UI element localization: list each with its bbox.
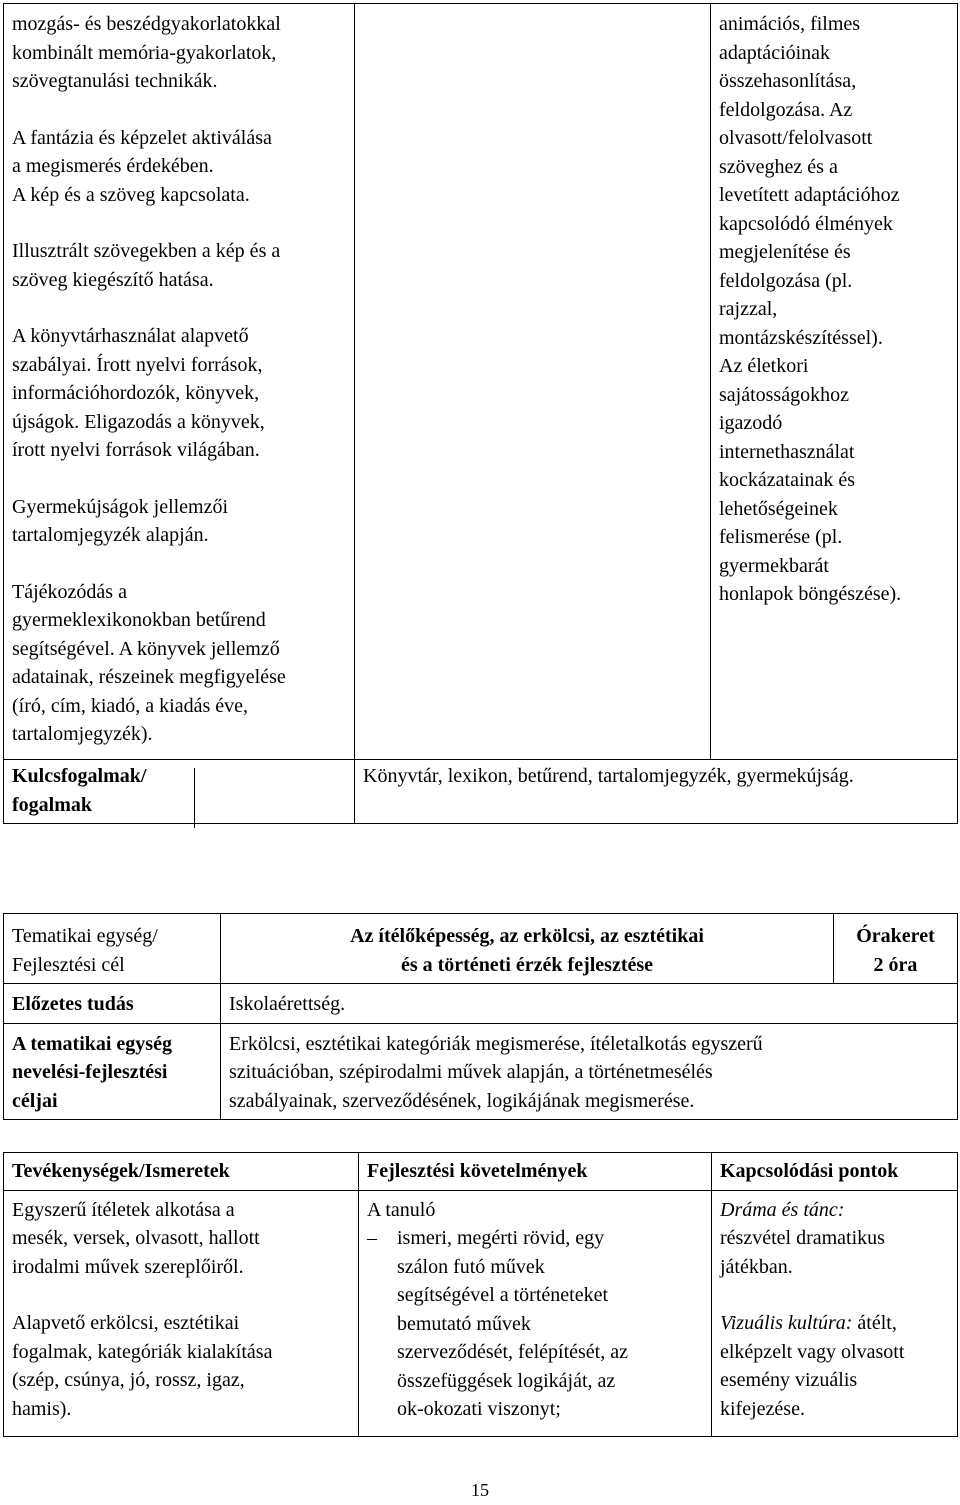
unit-label-cell bbox=[4, 914, 221, 984]
connections-text: animációs, filmes adaptációinak összehasonlítása, feldolgozása. Az olvasott/felolvasott szöveghez és a levetített adaptációhoz kapcsolódó élmények megjelenítése és feldolgozása (pl. rajzzal, montázskészítéssel). Az életkori sajátosságokhoz igazodó internethasználat kockázatainak és lehetőségeinek felismerése (pl. gyermekbarát honlapok böngészése). bbox=[719, 13, 902, 605]
drama-label: Dráma és tánc: bbox=[720, 1198, 845, 1221]
requirement-text: ismeri, megérti rövid, egy szálon futó művek segítségével a történeteket bemutató művek szerveződését, felépítését, az összefüggések logikáját, az ok-okozati viszonyt; bbox=[397, 1227, 628, 1420]
prior-knowledge-value: Iskolaérettség. bbox=[229, 993, 346, 1015]
paragraph-imagination: A fantázia és képzelet aktiválása a megismerés érdekében. A kép és a szöveg kapcsolata. bbox=[12, 126, 272, 206]
unit-goals-label: A tematikai egység nevelési-fejlesztési céljai bbox=[12, 1032, 172, 1112]
drama-text: részvétel dramatikus játékban. bbox=[720, 1227, 885, 1278]
paragraph-library-usage: A könyvtárhasználat alapvető szabályai. Írott nyelvi források, információhordozók, könyvek, újságok. Eligazodás a könyvek, írott nyelvi források világában. bbox=[12, 325, 265, 461]
activities-requirements-table bbox=[3, 1152, 958, 1437]
paragraph-memory-techniques: mozgás- és beszédgyakorlatokkal kombinált memória-gyakorlatok, szövegtanulási technikák. bbox=[12, 13, 281, 92]
key-concepts-value-cell bbox=[355, 760, 958, 824]
unit-goals-row bbox=[4, 1023, 958, 1120]
prior-knowledge-value-cell bbox=[221, 984, 958, 1024]
unit-goals-value: Erkölcsi, esztétikai kategóriák megismerése, ítéletalkotás egyszerű szituációban, szépirodalmi művek alapján, a történetmesélés szabályainak, szerveződésének, logikájának megismerése. bbox=[229, 1032, 763, 1112]
paragraph-illustrated-texts: Illusztrált szövegekben a kép és a szöveg kiegészítő hatása. bbox=[12, 240, 281, 291]
connections-cell bbox=[712, 1190, 958, 1436]
header-connections: Kapcsolódási pontok bbox=[712, 1153, 958, 1191]
prior-knowledge-label: Előzetes tudás bbox=[12, 993, 134, 1015]
visual-text: átélt, elképzelt vagy olvasott esemény vizuális kifejezése. bbox=[720, 1312, 905, 1420]
header-requirements: Fejlesztési követelmények bbox=[359, 1153, 712, 1191]
activity-moral-aesthetic: Alapvető erkölcsi, esztétikai fogalmak, kategóriák kialakítása (szép, csúnya, jó, rossz, igaz, hamis). bbox=[12, 1312, 273, 1420]
requirements-intro: A tanuló bbox=[367, 1198, 436, 1221]
key-concepts-value: Könyvtár, lexikon, betűrend, tartalomjegyzék, gyermekújság. bbox=[363, 765, 854, 787]
activities-cell bbox=[4, 4, 355, 760]
requirements-cell bbox=[359, 1190, 712, 1436]
paragraph-lexicon-orientation: Tájékozódás a gyermeklexikonokban betűrend segítségével. A könyvek jellemző adatainak, részeinek megfigyelése (író, cím, kiadó, a kiadás éve, tartalomjegyzék). bbox=[12, 580, 286, 745]
dash-marker: – bbox=[367, 1227, 377, 1249]
content-row bbox=[4, 1190, 958, 1436]
thematic-unit-table bbox=[3, 913, 958, 1120]
header-activities: Tevékenységek/Ismeretek bbox=[4, 1153, 359, 1191]
hours-label: Órakeret 2 óra bbox=[856, 925, 935, 976]
key-label-divider bbox=[3, 768, 195, 828]
header-row bbox=[4, 1153, 958, 1191]
visual-label: Vizuális kultúra: bbox=[720, 1312, 853, 1334]
connection-drama bbox=[720, 1196, 949, 1282]
activities-cell bbox=[4, 1190, 359, 1436]
connection-visual bbox=[720, 1309, 949, 1423]
unit-title: Az ítélőképesség, az erkölcsi, az esztétikai és a történeti érzék fejlesztése bbox=[350, 925, 704, 976]
hours-cell bbox=[834, 914, 958, 984]
unit-goals-value-cell bbox=[221, 1023, 958, 1120]
connections-cell bbox=[711, 4, 958, 760]
curriculum-table-continued bbox=[3, 3, 958, 824]
key-concepts-label: Kulcsfogalmak/ fogalmak bbox=[12, 765, 147, 816]
unit-label: Tematikai egység/ Fejlesztési cél bbox=[12, 925, 158, 976]
requirements-cell-empty bbox=[355, 4, 711, 760]
activity-judgements: Egyszerű ítéletek alkotása a mesék, versek, olvasott, hallott irodalmi művek szereplőiről. bbox=[12, 1198, 260, 1278]
prior-knowledge-label-cell bbox=[4, 984, 221, 1024]
unit-title-row bbox=[4, 914, 958, 984]
prior-knowledge-row bbox=[4, 984, 958, 1024]
unit-title-cell bbox=[221, 914, 834, 984]
requirement-item bbox=[367, 1224, 703, 1424]
content-row bbox=[4, 4, 958, 760]
unit-goals-label-cell bbox=[4, 1023, 221, 1120]
page-number: 15 bbox=[471, 1480, 489, 1500]
paragraph-children-magazines: Gyermekújságok jellemzői tartalomjegyzék alapján. bbox=[12, 495, 229, 546]
